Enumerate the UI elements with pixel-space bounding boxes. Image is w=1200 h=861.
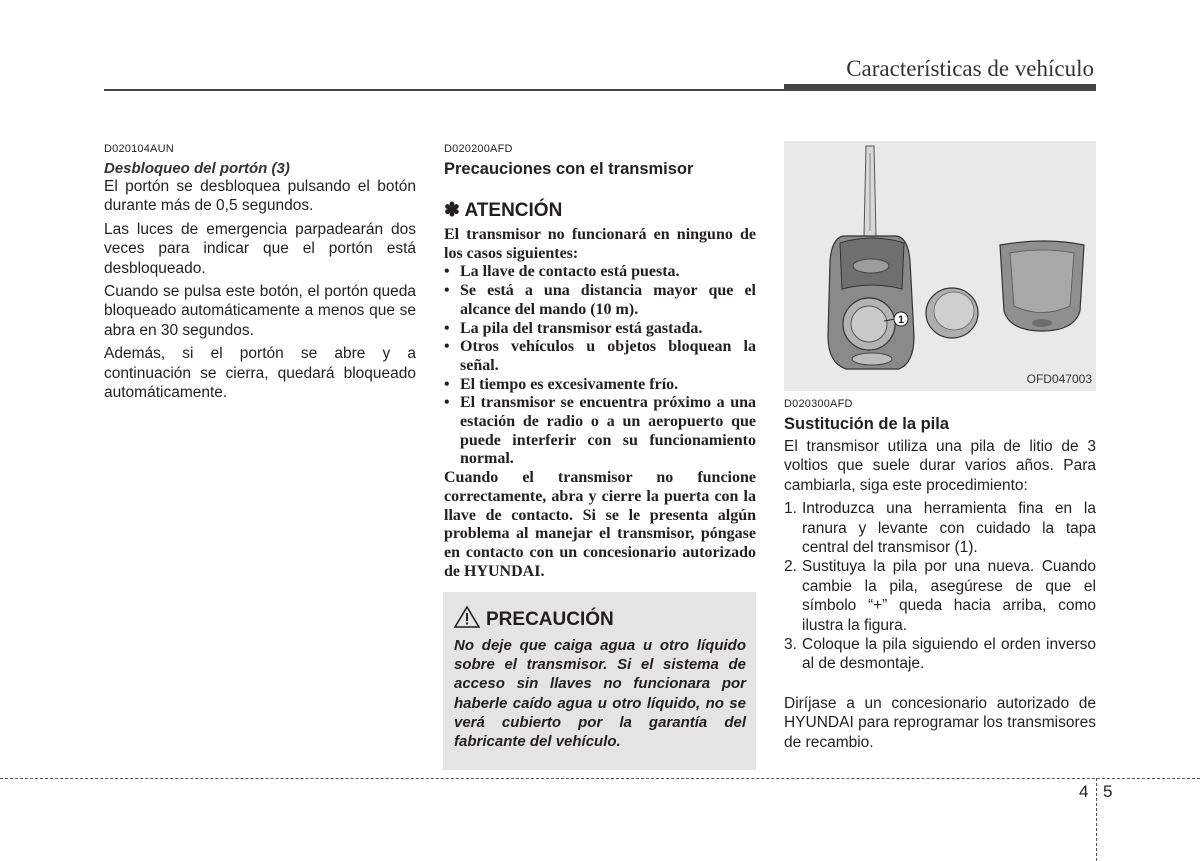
list-item: • El transmisor se encuentra próximo a una estación de radio o a un aeropuerto que puede interferir con su funcionamiento normal.: [444, 394, 756, 468]
list-item: 3. Coloque la pila siguiendo el orden inverso al de desmontaje.: [784, 636, 1096, 673]
section-subtitle: Desbloqueo del portón (3): [104, 160, 290, 177]
key-battery-figure: [784, 141, 1096, 391]
caution-label: PRECAUCIÓN: [486, 609, 614, 630]
footer-page-divider: [1096, 778, 1097, 861]
paragraph: Cuando se pulsa este botón, el portón queda bloqueado automáticamente a menos que se abra en 30 segundos.: [104, 283, 416, 339]
list-item: • El tiempo es excesivamente frío.: [444, 375, 679, 393]
attention-label: ATENCIÓN: [464, 200, 563, 221]
list-item: • Se está a una distancia mayor que el alcance del mando (10 m).: [444, 282, 756, 318]
asterisk-icon: ✽: [444, 200, 460, 221]
section-code: D020300AFD: [784, 398, 853, 410]
caution-box: [443, 592, 756, 770]
key-illustration: [784, 141, 1096, 391]
left-column: [104, 143, 416, 406]
paragraph: Las luces de emergencia parpadearán dos veces para indicar que el portón está desbloqueado.: [104, 220, 416, 277]
attention-outro: Cuando el transmisor no funcione correctamente, abra y cierre la puerta con la llave de contacto. Si se le presenta algún problema al manejar el transmisor, póngase en contacto con un concesionario autorizado de HYUNDAI.: [444, 469, 756, 580]
paragraph: Diríjase a un concesionario autorizado de HYUNDAI para reprogramar los transmisores de recambio.: [784, 694, 1096, 751]
middle-column: [444, 143, 756, 581]
section-code: D020104AUN: [104, 143, 174, 155]
list-item: • Otros vehículos u objetos bloquean la señal.: [444, 338, 756, 374]
paragraph: El portón se desbloquea pulsando el botón durante más de 0,5 segundos.: [104, 178, 416, 215]
paragraph: Además, si el portón se abre y a continuación se cierra, quedará bloqueado automáticamente.: [104, 345, 416, 402]
caution-heading: [454, 606, 746, 634]
attention-heading: [444, 199, 756, 222]
section-title: Precauciones con el transmisor: [444, 160, 694, 178]
figure-code: OFD047003: [1026, 372, 1092, 386]
footer-divider: [0, 778, 1200, 779]
caution-text: No deje que caiga agua u otro líquido sobre el transmisor. Si el sistema de acceso sin llaves no funcionara por haberle caído agua u otro líquido, no se verá cubierto por la garantía del fabricante del vehículo.: [454, 637, 746, 751]
list-item: • La pila del transmisor está gastada.: [444, 319, 703, 337]
list-item: 2. Sustituya la pila por una nueva. Cuando cambie la pila, asegúrese de que el símbolo “+” queda hacia arriba, como ilustra la figura.: [784, 558, 1096, 634]
warning-triangle-icon: [454, 606, 480, 634]
chapter-number: 4: [1079, 782, 1089, 801]
attention-intro: El transmisor no funcionará en ninguno de los casos siguientes:: [444, 226, 756, 262]
header-rule-accent: [784, 84, 1096, 91]
attention-list: [444, 263, 756, 469]
paragraph: El transmisor utiliza una pila de litio de 3 voltios que suele durar varios años. Para cambiarla, siga este procedimiento:: [784, 438, 1096, 494]
section-title: Sustitución de la pila: [784, 415, 950, 433]
page-number: 5: [1103, 782, 1113, 801]
header-rule: [104, 89, 784, 91]
callout-number: 1: [897, 314, 905, 326]
right-column: [784, 398, 1096, 756]
list-item: 1. Introduzca una herramienta fina en la ranura y levante con cuidado la tapa central del transmisor (1).: [784, 500, 1096, 557]
list-item: • La llave de contacto está puesta.: [444, 263, 680, 281]
page-header-title: Características de vehículo: [846, 56, 1094, 81]
steps-list: [784, 499, 1096, 674]
section-code: D020200AFD: [444, 143, 513, 155]
